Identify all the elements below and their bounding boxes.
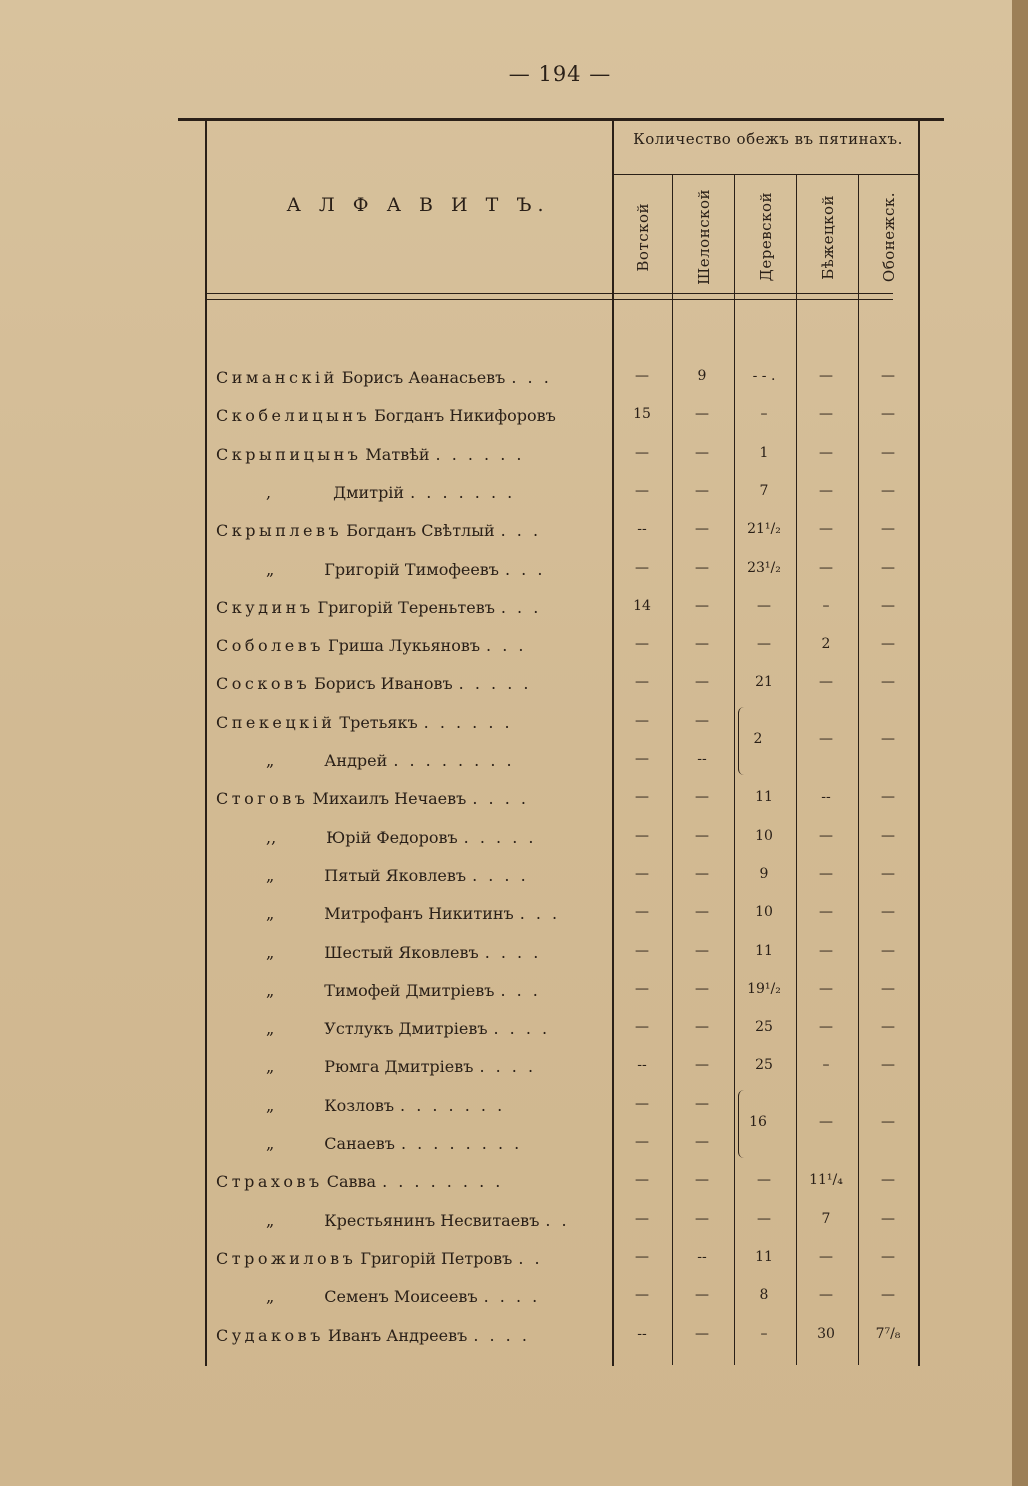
value-cell: — bbox=[757, 597, 771, 614]
ditto-mark: ,, bbox=[266, 827, 277, 847]
value-cell: 9 bbox=[697, 368, 707, 384]
table-row bbox=[178, 751, 944, 789]
value-cell: — bbox=[881, 636, 895, 653]
value-cell: — bbox=[695, 1095, 709, 1112]
leader-dots: . . . . . . bbox=[435, 444, 525, 464]
entry-given-name: Рюмга Дмитріевъ bbox=[324, 1057, 474, 1077]
group-value: 2 bbox=[753, 730, 763, 747]
quantity-heading: Количество обежъ въ пятинахъ. bbox=[633, 130, 903, 148]
table-row bbox=[178, 828, 944, 866]
value-cell: — bbox=[881, 444, 895, 461]
ditto-mark: „ bbox=[266, 1019, 275, 1039]
table-row bbox=[178, 904, 944, 942]
value-cell: – bbox=[822, 1057, 830, 1074]
leader-dots: . . . . . bbox=[458, 674, 532, 694]
entry-name bbox=[216, 406, 606, 425]
value-cell: — bbox=[695, 521, 709, 538]
value-cell: — bbox=[881, 1057, 895, 1074]
value-cell: — bbox=[881, 827, 895, 844]
leader-dots: . . . . bbox=[493, 1019, 551, 1039]
entry-name bbox=[216, 598, 606, 617]
value-cell: — bbox=[881, 1019, 895, 1036]
value-cell: — bbox=[819, 559, 833, 576]
leader-dots: . . . . bbox=[472, 789, 529, 809]
ditto-mark: „ bbox=[266, 559, 275, 579]
value-cell: — bbox=[635, 1210, 649, 1227]
column-header-derevskoi: Деревской bbox=[757, 192, 775, 282]
entry-given-name: Санаевъ bbox=[324, 1134, 395, 1153]
entry-surname: Сосковъ bbox=[216, 674, 311, 694]
value-cell: — bbox=[635, 1095, 649, 1112]
value-cell: — bbox=[635, 751, 649, 767]
ditto-mark: „ bbox=[266, 1134, 275, 1153]
value-cell: — bbox=[881, 1113, 895, 1130]
ditto-mark: „ bbox=[266, 1210, 275, 1230]
table-row bbox=[178, 1249, 944, 1287]
entry-name bbox=[216, 1172, 606, 1191]
entry-given-name: Козловъ bbox=[324, 1095, 395, 1115]
value-cell: — bbox=[819, 942, 833, 959]
entry-surname: Скрыплевъ bbox=[216, 521, 343, 541]
value-cell: 11 bbox=[755, 1248, 773, 1265]
ditto-mark: , bbox=[266, 482, 272, 502]
value-cell: — bbox=[695, 559, 709, 576]
value-cell: 15 bbox=[633, 406, 651, 423]
value-cell: — bbox=[695, 1210, 709, 1227]
table-row bbox=[178, 981, 944, 1019]
value-cell: — bbox=[635, 865, 649, 882]
value-cell: — bbox=[881, 942, 895, 959]
value-cell: — bbox=[635, 712, 649, 729]
value-cell: 25 bbox=[755, 1019, 773, 1036]
value-cell: – bbox=[822, 597, 830, 614]
value-cell: — bbox=[819, 730, 833, 747]
leader-dots: . . . bbox=[500, 980, 541, 1000]
alphabet-table bbox=[178, 118, 944, 1368]
value-cell: — bbox=[819, 904, 833, 921]
entry-name bbox=[216, 1249, 606, 1268]
value-cell: — bbox=[819, 444, 833, 461]
entry-surname: Скобелицынъ bbox=[216, 406, 371, 426]
table-row bbox=[178, 1019, 944, 1057]
value-cell: — bbox=[695, 444, 709, 461]
value-cell: 11 bbox=[755, 789, 773, 806]
entry-given-name: Савва bbox=[326, 1172, 377, 1192]
value-cell: — bbox=[757, 1172, 771, 1189]
value-cell: — bbox=[881, 521, 895, 538]
value-cell: — bbox=[881, 1287, 895, 1304]
entry-name bbox=[216, 789, 606, 808]
leader-dots: . . . bbox=[519, 904, 561, 924]
entry-given-name: Матвѣй bbox=[365, 444, 430, 464]
value-cell: — bbox=[695, 904, 709, 921]
leader-dots: . . . . . bbox=[463, 827, 537, 847]
leader-dots: . . . bbox=[500, 521, 542, 541]
value-cell: — bbox=[635, 942, 649, 959]
value-cell: — bbox=[881, 406, 895, 423]
value-cell: — bbox=[695, 865, 709, 882]
leader-dots: . . bbox=[545, 1210, 570, 1230]
entry-name bbox=[216, 521, 606, 540]
entry-given-name: Дмитрій bbox=[333, 482, 405, 502]
group-value: 16 bbox=[749, 1113, 767, 1130]
table-row bbox=[178, 674, 944, 712]
value-cell: — bbox=[695, 712, 709, 729]
value-cell: — bbox=[819, 521, 833, 538]
value-cell: — bbox=[635, 1134, 649, 1150]
leader-dots: . . . . . . . bbox=[400, 1095, 506, 1115]
entry-name bbox=[216, 483, 606, 502]
leader-dots: . . . . . . bbox=[423, 712, 513, 732]
entry-given-name: Григорій Петровъ bbox=[360, 1248, 513, 1268]
value-cell: 25 bbox=[755, 1057, 773, 1074]
value-cell: 11 bbox=[755, 942, 773, 959]
value-cell: 9 bbox=[759, 865, 769, 882]
value-cell: -- bbox=[821, 789, 831, 806]
leader-dots: . . . . bbox=[483, 1287, 541, 1307]
header-double-rule bbox=[205, 293, 893, 300]
entry-given-name: Богданъ Свѣтлый bbox=[346, 521, 495, 541]
entry-surname: Стоговъ bbox=[216, 789, 309, 809]
ditto-mark: „ bbox=[266, 1095, 275, 1115]
entry-name bbox=[216, 713, 606, 732]
value-cell: — bbox=[695, 827, 709, 844]
table-row bbox=[178, 1211, 944, 1249]
leader-dots: . . . bbox=[504, 559, 546, 579]
value-cell: — bbox=[819, 406, 833, 423]
entry-surname: Строжиловъ bbox=[216, 1248, 357, 1268]
value-cell: — bbox=[635, 444, 649, 461]
entry-given-name: Григорій Тимофеевъ bbox=[324, 559, 499, 579]
entry-surname: Соболевъ bbox=[216, 636, 324, 656]
page-number: — 194 — bbox=[508, 62, 612, 86]
value-cell: — bbox=[635, 904, 649, 921]
value-cell: — bbox=[635, 1019, 649, 1036]
value-cell: — bbox=[881, 904, 895, 921]
value-cell: — bbox=[635, 636, 649, 653]
table-row bbox=[178, 483, 944, 521]
value-cell: — bbox=[819, 1113, 833, 1130]
table-row bbox=[178, 598, 944, 636]
entry-name bbox=[216, 1134, 606, 1153]
entry-name bbox=[216, 560, 606, 579]
entry-name bbox=[216, 866, 606, 885]
value-cell: — bbox=[881, 368, 895, 384]
alphabet-heading: А Л Ф А В И Т Ъ. bbox=[286, 194, 550, 216]
value-cell: — bbox=[881, 674, 895, 691]
value-cell: — bbox=[757, 636, 771, 653]
table-row bbox=[178, 943, 944, 981]
value-cell: — bbox=[881, 597, 895, 614]
entry-name bbox=[216, 1096, 606, 1115]
value-cell: — bbox=[695, 674, 709, 691]
value-cell: 10 bbox=[755, 827, 773, 844]
value-cell: 2 bbox=[821, 636, 831, 653]
entry-name bbox=[216, 828, 606, 847]
value-cell: -- bbox=[697, 751, 707, 767]
value-cell: 7⁷/₈ bbox=[875, 1325, 901, 1342]
entry-name bbox=[216, 445, 606, 464]
entry-given-name: Третьякъ bbox=[339, 712, 418, 732]
table-row bbox=[178, 1057, 944, 1095]
table-row bbox=[178, 1134, 944, 1172]
ditto-mark: „ bbox=[266, 1287, 275, 1307]
entry-given-name: Иванъ Андреевъ bbox=[327, 1325, 468, 1345]
entry-name bbox=[216, 981, 606, 1000]
table-row bbox=[178, 1172, 944, 1210]
ditto-mark: „ bbox=[266, 904, 275, 924]
ditto-mark: „ bbox=[266, 980, 275, 1000]
entry-given-name: Шестый Яковлевъ bbox=[324, 942, 479, 962]
leader-dots: . . . . . . . . bbox=[393, 751, 515, 770]
table-row bbox=[178, 560, 944, 598]
column-header-bezhetskoi: Бѣжецкой bbox=[819, 194, 837, 280]
value-cell: — bbox=[819, 1287, 833, 1304]
value-cell: — bbox=[695, 597, 709, 614]
value-cell: 10 bbox=[755, 904, 773, 921]
entry-surname: Судаковъ bbox=[216, 1325, 324, 1345]
value-cell: — bbox=[635, 1248, 649, 1265]
entry-given-name: Семенъ Моисеевъ bbox=[324, 1287, 478, 1307]
value-cell: — bbox=[881, 482, 895, 499]
value-cell: — bbox=[695, 1287, 709, 1304]
value-cell: — bbox=[695, 942, 709, 959]
value-cell: — bbox=[695, 789, 709, 806]
value-cell: — bbox=[635, 827, 649, 844]
leader-dots: . . . . . . . . bbox=[382, 1172, 504, 1192]
value-cell: — bbox=[757, 1210, 771, 1227]
value-cell: 11¹/₄ bbox=[809, 1172, 843, 1189]
entry-given-name: Гриша Лукьяновъ bbox=[327, 636, 481, 656]
value-cell: — bbox=[695, 1019, 709, 1036]
value-cell: - - . bbox=[752, 368, 776, 384]
value-cell: — bbox=[819, 980, 833, 997]
value-cell: — bbox=[635, 980, 649, 997]
column-header-votskoi: Вотской bbox=[634, 202, 652, 272]
leader-dots: . . . . . . . bbox=[410, 482, 516, 502]
value-cell: — bbox=[819, 865, 833, 882]
column-header-shelonskoi: Шелонской bbox=[695, 189, 713, 285]
value-cell: 30 bbox=[817, 1325, 835, 1342]
value-cell: 21 bbox=[755, 674, 773, 691]
value-cell: 19¹/₂ bbox=[747, 980, 781, 997]
entry-given-name: Борисъ Ивановъ bbox=[314, 674, 453, 694]
value-cell: — bbox=[819, 482, 833, 499]
entry-given-name: Богданъ Никифоровъ bbox=[374, 406, 556, 426]
value-cell: — bbox=[635, 482, 649, 499]
table-row bbox=[178, 406, 944, 444]
value-cell: – bbox=[760, 406, 768, 423]
value-cell: 7 bbox=[759, 482, 769, 499]
value-cell: — bbox=[881, 1248, 895, 1265]
entry-given-name: Тимофей Дмитріевъ bbox=[324, 980, 495, 1000]
leader-dots: . . . bbox=[500, 597, 542, 617]
entry-surname: Скудинъ bbox=[216, 597, 314, 617]
value-cell: — bbox=[635, 674, 649, 691]
entry-surname: Спекецкій bbox=[216, 712, 336, 732]
value-cell: — bbox=[695, 980, 709, 997]
entry-name bbox=[216, 1287, 606, 1306]
value-cell: 14 bbox=[633, 597, 651, 614]
value-cell: 21¹/₂ bbox=[747, 521, 781, 538]
entry-given-name: Юрій Федоровъ bbox=[326, 827, 458, 847]
value-cell: -- bbox=[637, 521, 647, 538]
table-row bbox=[178, 789, 944, 827]
value-cell: — bbox=[695, 1057, 709, 1074]
entry-name bbox=[216, 1211, 606, 1230]
ditto-mark: „ bbox=[266, 751, 275, 770]
value-cell: — bbox=[881, 559, 895, 576]
table-row bbox=[178, 521, 944, 559]
leader-dots: . . bbox=[518, 1248, 543, 1268]
entry-name bbox=[216, 368, 606, 387]
ditto-mark: „ bbox=[266, 865, 275, 885]
table-row bbox=[178, 636, 944, 674]
value-cell: — bbox=[881, 865, 895, 882]
value-cell: — bbox=[635, 1287, 649, 1304]
entry-name bbox=[216, 1057, 606, 1076]
leader-dots: . . . . bbox=[472, 865, 529, 885]
value-cell: — bbox=[695, 1325, 709, 1342]
entry-surname: Симанскій bbox=[216, 368, 338, 387]
table-row bbox=[178, 1326, 944, 1364]
entry-given-name: Устлукъ Дмитріевъ bbox=[324, 1019, 488, 1039]
entry-given-name: Борисъ Аѳанасьевъ bbox=[341, 368, 506, 387]
table-row bbox=[178, 445, 944, 483]
value-cell: 1 bbox=[759, 444, 769, 461]
value-cell: — bbox=[881, 1172, 895, 1189]
entry-given-name: Крестьянинъ Несвитаевъ bbox=[324, 1210, 540, 1230]
entry-name bbox=[216, 904, 606, 923]
value-cell: — bbox=[695, 1134, 709, 1150]
leader-dots: . . . bbox=[486, 636, 527, 656]
value-cell: — bbox=[881, 789, 895, 806]
table-top-rule bbox=[178, 118, 944, 121]
entry-given-name: Пятый Яковлевъ bbox=[324, 865, 467, 885]
entry-given-name: Андрей bbox=[324, 751, 388, 770]
value-cell: — bbox=[819, 1248, 833, 1265]
table-row bbox=[178, 866, 944, 904]
leader-dots: . . . . . . . . bbox=[400, 1134, 523, 1153]
value-cell: — bbox=[635, 368, 649, 384]
entry-name bbox=[216, 674, 606, 693]
value-cell: — bbox=[819, 368, 833, 384]
leader-dots: . . . . bbox=[479, 1057, 537, 1077]
value-cell: -- bbox=[637, 1325, 647, 1342]
header-subrule bbox=[614, 174, 918, 175]
table-row bbox=[178, 1287, 944, 1325]
value-cell: — bbox=[819, 674, 833, 691]
value-cell: — bbox=[881, 1210, 895, 1227]
column-header-obonezhsk: Обонежск. bbox=[880, 191, 898, 283]
entry-surname: Страховъ bbox=[216, 1172, 323, 1192]
value-cell: — bbox=[635, 559, 649, 576]
entry-name bbox=[216, 1019, 606, 1038]
entry-given-name: Митрофанъ Никитинъ bbox=[324, 904, 514, 924]
value-cell: 23¹/₂ bbox=[747, 559, 781, 576]
value-cell: — bbox=[819, 1019, 833, 1036]
value-cell: -- bbox=[697, 1248, 707, 1265]
value-cell: — bbox=[819, 827, 833, 844]
ditto-mark: „ bbox=[266, 942, 275, 962]
leader-dots: . . . bbox=[511, 368, 552, 387]
book-spine bbox=[1012, 0, 1028, 1486]
entry-name bbox=[216, 943, 606, 962]
value-cell: — bbox=[881, 730, 895, 747]
entry-name bbox=[216, 751, 606, 770]
value-cell: 7 bbox=[821, 1210, 831, 1227]
value-cell: — bbox=[695, 406, 709, 423]
leader-dots: . . . . bbox=[473, 1325, 530, 1345]
value-cell: – bbox=[760, 1325, 768, 1342]
value-cell: 8 bbox=[759, 1287, 769, 1304]
value-cell: — bbox=[695, 482, 709, 499]
leader-dots: . . . . bbox=[484, 942, 542, 962]
value-cell: -- bbox=[637, 1057, 647, 1074]
entry-surname: Скрыпицынъ bbox=[216, 444, 362, 464]
entry-given-name: Михаилъ Нечаевъ bbox=[312, 789, 467, 809]
value-cell: — bbox=[695, 636, 709, 653]
value-cell: — bbox=[881, 980, 895, 997]
value-cell: — bbox=[695, 1172, 709, 1189]
table-row bbox=[178, 368, 944, 406]
value-cell: — bbox=[635, 789, 649, 806]
entry-name bbox=[216, 1326, 606, 1345]
entry-given-name: Григорій Тереньтевъ bbox=[317, 597, 495, 617]
value-cell: — bbox=[635, 1172, 649, 1189]
entry-name bbox=[216, 636, 606, 655]
ditto-mark: „ bbox=[266, 1057, 275, 1077]
